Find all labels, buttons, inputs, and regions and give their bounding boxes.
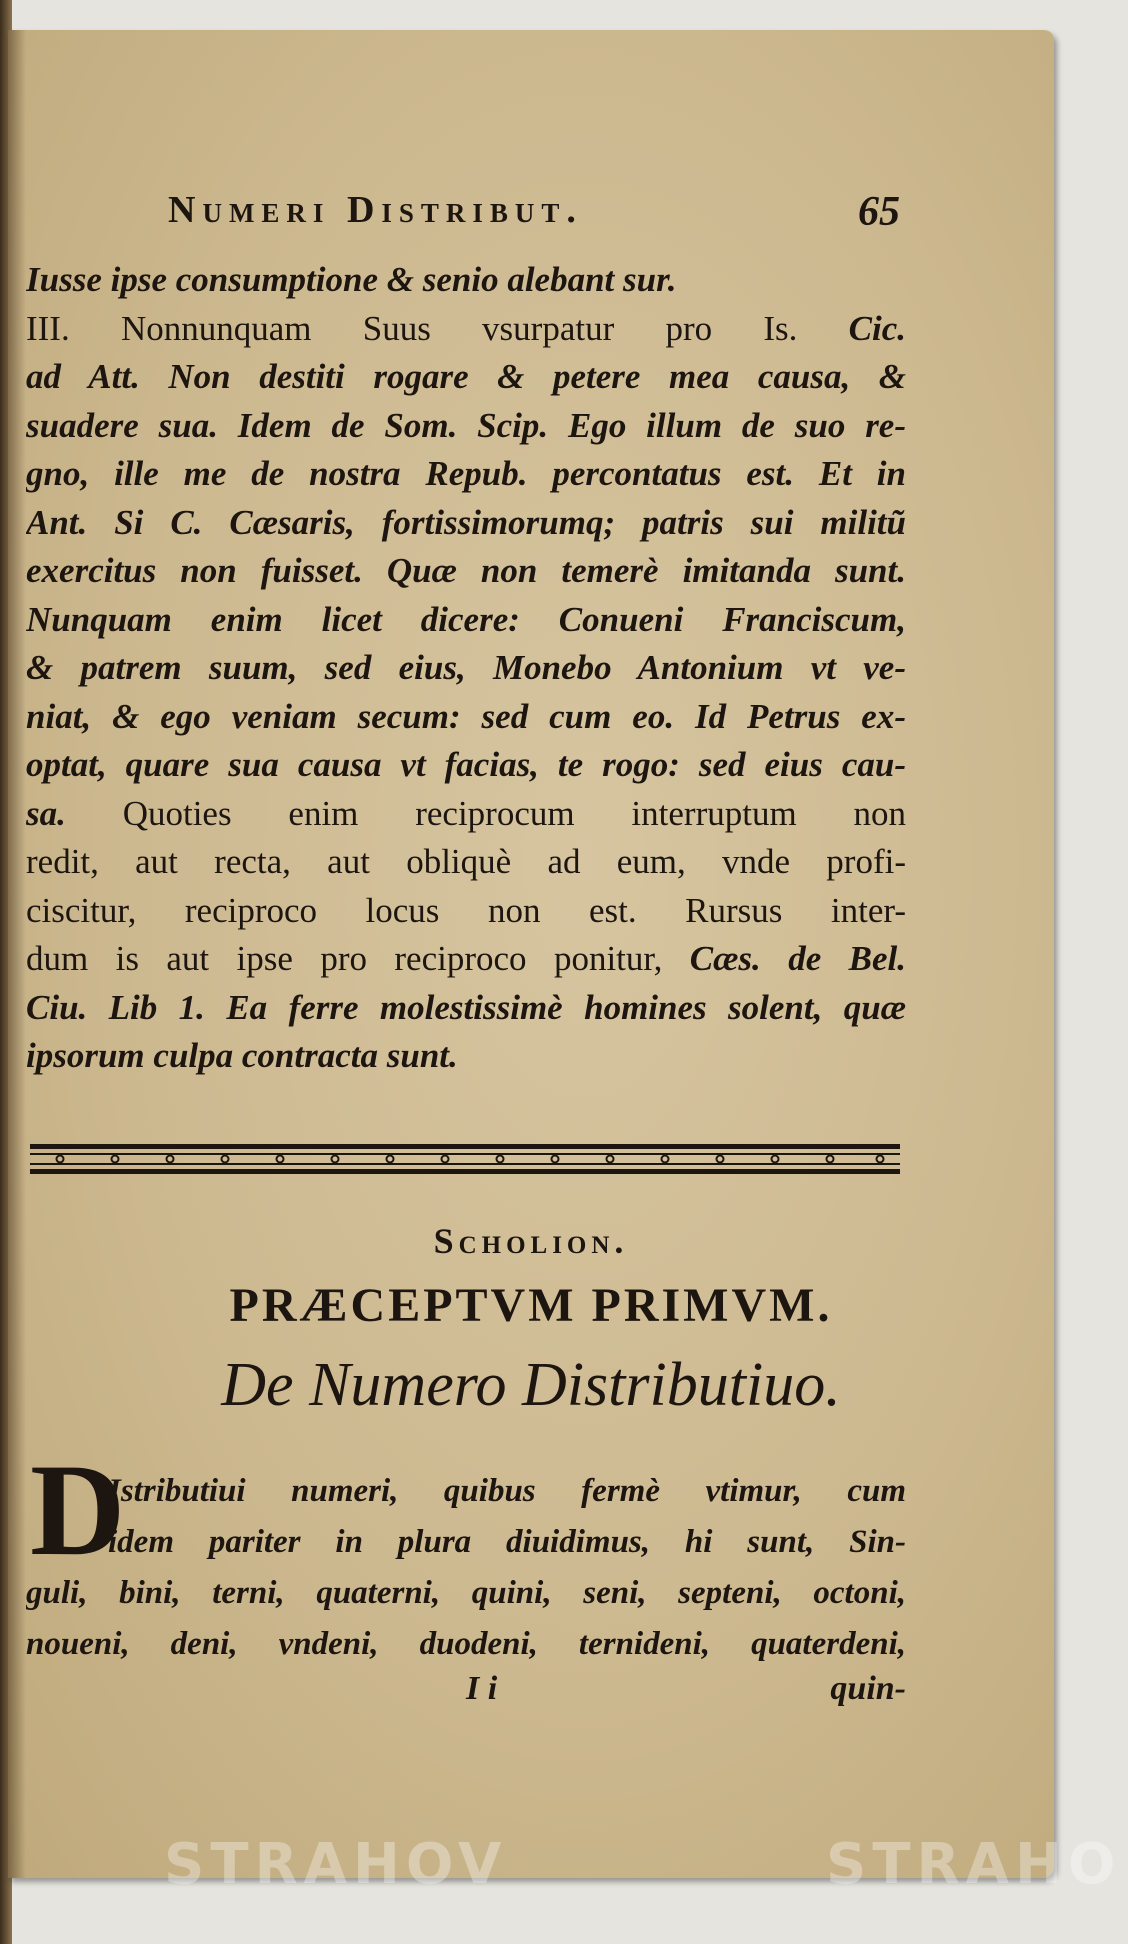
page-footer (26, 1670, 906, 1720)
scholion-label: Scholion. (433, 1221, 629, 1261)
body-text-section-1 (26, 256, 906, 1081)
library-watermark-right: STRAHO (826, 1832, 1122, 1897)
library-watermark-left: STRAHOV (164, 1832, 508, 1897)
catchword: quin- (830, 1670, 906, 1707)
text-line: gno, ille me de nostra Repub. percontatus est. Et in (26, 454, 906, 493)
text-line: & patrem suum, sed eius, Monebo Antonium vt ve- (26, 648, 906, 687)
text-line: ciscitur, reciproco locus non est. Rursus inter- (26, 890, 906, 930)
text-line: optat, quare sua causa vt facias, te rogo: sed eius cau- (26, 745, 906, 784)
text-line: exercitus non fuisset. Quæ non temerè imitanda sunt. (26, 551, 906, 590)
text-line: redit, aut recta, aut obliquè ad eum, vnde profi- (26, 842, 906, 881)
text-line: Istributiui numeri, quibus fermè vtimur, cum (108, 1473, 906, 1509)
text-line: suadere sua. Idem de Som. Scip. Ego illum de suo re- (26, 405, 906, 445)
section-title: De Numero Distributiuo. (221, 1351, 841, 1419)
text-line: guli, bini, terni, quaterni, quini, seni, septeni, octoni, (26, 1575, 906, 1611)
drop-cap: D (30, 1436, 126, 1583)
text-line: sa. Quoties enim reciprocum interruptum non (26, 793, 906, 833)
signature-mark: I i (466, 1670, 498, 1707)
body-text-section-2 (26, 1466, 906, 1670)
text-line: ipsorum culpa contracta sunt. (26, 1036, 458, 1075)
text-line: Nunquam enim licet dicere: Conueni Franciscum, (26, 599, 906, 639)
text-line: idem pariter in plura diuidimus, hi sunt, Sin- (108, 1524, 906, 1560)
book-page (8, 30, 1122, 1897)
text-line: ad Att. Non destiti rogare & petere mea causa, & (26, 357, 906, 396)
precept-heading: PRÆCEPTVM PRIMVM. (229, 1279, 833, 1332)
page-number: 65 (858, 189, 900, 235)
text-line: dum is aut ipse pro reciproco ponitur, Cæs. de Bel. (26, 939, 906, 978)
text-line: Iusse ipse consumptione & senio alebant sur. (26, 260, 677, 299)
text-line: niat, & ego veniam secum: sed cum eo. Id Petrus ex- (26, 696, 906, 736)
text-line: Ant. Si C. Cæsaris, fortissimorumq; patris sui militũ (26, 502, 906, 542)
text-line: Ciu. Lib 1. Ea ferre molestissimè homines solent, quæ (26, 987, 906, 1027)
running-head: Numeri Distribut. (168, 189, 583, 231)
text-line: noueni, deni, vndeni, duodeni, ternideni, quaterdeni, (26, 1626, 906, 1662)
ornamental-rule (30, 1142, 900, 1176)
text-line: III. Nonnunquam Suus vsurpatur pro Is. Cic. (26, 308, 906, 348)
